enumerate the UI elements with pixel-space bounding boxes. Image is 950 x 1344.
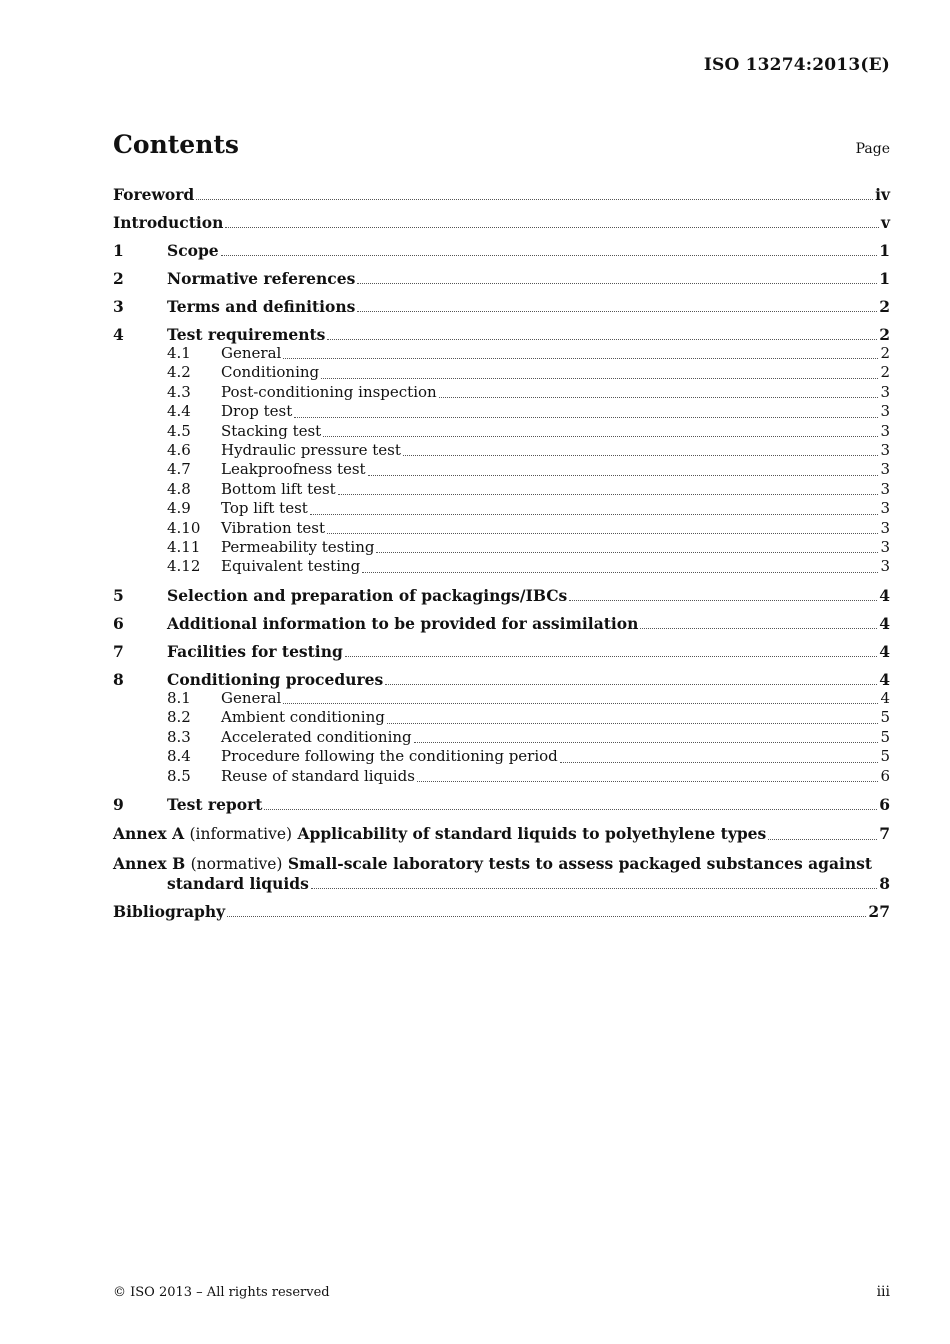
- toc-entry-title: Facilities for testing: [167, 641, 343, 661]
- toc-entry-title: Bottom lift test: [221, 479, 336, 498]
- annex-a-title: Applicability of standard liquids to polyethylene types: [297, 823, 767, 843]
- toc-entry-page: v: [880, 213, 890, 232]
- toc-entry-title: Additional information to be provided for assimilation: [167, 613, 639, 633]
- toc-entry-page: 5: [880, 747, 890, 766]
- leader-dots: [227, 915, 866, 917]
- toc-entry-title: Hydraulic pressure test: [221, 441, 401, 460]
- toc-entry-title: Drop test: [221, 402, 293, 421]
- leader-dots: [439, 396, 879, 398]
- toc-entry-number: 9: [113, 794, 124, 814]
- toc-entry[interactable]: [113, 480, 890, 499]
- toc-entry[interactable]: [113, 422, 890, 441]
- toc-entry-page: 3: [880, 557, 890, 576]
- toc-entry[interactable]: [113, 499, 890, 518]
- toc-entry-page: 5: [880, 708, 890, 727]
- leader-dots: [385, 683, 877, 685]
- toc-entry-title: Terms and definitions: [167, 297, 356, 316]
- toc-entry[interactable]: [113, 587, 890, 605]
- toc-entry-number: 4.8: [167, 479, 191, 498]
- toc-entry-number: 2: [113, 269, 124, 288]
- toc-entry-page: 1: [879, 241, 890, 260]
- toc-entry[interactable]: [113, 242, 890, 260]
- toc-entry-page: 4: [879, 641, 890, 661]
- toc-entry-title: Vibration test: [221, 518, 325, 537]
- toc-entry-number: 3: [113, 297, 124, 316]
- toc-entry-number: 4.9: [167, 499, 191, 518]
- leader-dots: [357, 282, 877, 284]
- leader-dots: [225, 226, 879, 228]
- toc-entry[interactable]: [113, 689, 890, 708]
- toc-entry-title: Reuse of standard liquids: [221, 766, 415, 785]
- toc-entry-title: Permeability testing: [221, 538, 375, 557]
- toc-entry-title: General: [221, 688, 282, 707]
- toc-entry-number: 6: [113, 613, 124, 633]
- toc-entry-page: 3: [880, 479, 890, 498]
- toc-entry-title: Procedure following the conditioning period: [221, 747, 558, 766]
- toc-entry-title: Normative references: [167, 269, 356, 288]
- annex-b-kind: (normative): [190, 854, 283, 873]
- leader-dots: [569, 599, 877, 601]
- toc-entry-number: 8: [113, 669, 124, 689]
- toc-entry[interactable]: [113, 186, 890, 204]
- toc-entry[interactable]: [113, 708, 890, 727]
- toc-entry-title: Leakproofness test: [221, 460, 366, 479]
- toc-entry-page: 6: [879, 794, 890, 814]
- leader-dots: [345, 655, 877, 657]
- page-column-label: Page: [855, 141, 890, 157]
- toc-entry[interactable]: [113, 214, 890, 232]
- toc-entry-number: 8.4: [167, 747, 191, 766]
- leader-dots: [264, 808, 877, 810]
- toc-entry-number: 4.5: [167, 421, 191, 440]
- leader-dots: [321, 377, 878, 379]
- toc-entry-title: Test requirements: [167, 325, 326, 344]
- toc-entry-number: 4.6: [167, 441, 191, 460]
- leader-dots: [403, 454, 879, 456]
- toc-entries: [113, 186, 890, 814]
- toc-entry[interactable]: [113, 671, 890, 689]
- leader-dots: [311, 887, 877, 889]
- toc-entry[interactable]: [113, 344, 890, 363]
- leader-dots: [310, 513, 879, 515]
- contents-header: [113, 130, 890, 159]
- toc-entry[interactable]: [113, 383, 890, 402]
- toc-entry[interactable]: [113, 441, 890, 460]
- toc-entry-number: 5: [113, 585, 124, 605]
- toc-entry-page: 4: [880, 688, 890, 707]
- leader-dots: [417, 780, 879, 782]
- toc-entry-title: Foreword: [113, 185, 195, 204]
- toc-entry-number: 4.1: [167, 344, 191, 362]
- toc-entry-page: 2: [879, 325, 890, 344]
- toc-entry-page: 1: [879, 269, 890, 288]
- toc-entry-page: 4: [879, 613, 890, 633]
- toc-entry-page: 3: [880, 421, 890, 440]
- toc-entry-number: 8.3: [167, 727, 191, 746]
- leader-dots: [283, 357, 878, 359]
- bibliography-title: Bibliography: [113, 901, 226, 921]
- annex-a-label: Annex A: [113, 823, 185, 843]
- toc-entry-number: 1: [113, 241, 124, 260]
- toc-entry-page: 2: [880, 344, 890, 362]
- toc-entry-title: Introduction: [113, 213, 224, 232]
- toc-entry-number: 4.12: [167, 557, 201, 576]
- toc-entry-bibliography[interactable]: [113, 903, 890, 921]
- toc-entry-page: 6: [880, 766, 890, 785]
- toc-entry-title: Scope: [167, 241, 219, 260]
- toc-entry[interactable]: [113, 796, 890, 814]
- leader-dots: [376, 551, 878, 553]
- toc-entry-number: 7: [113, 641, 124, 661]
- toc-entry[interactable]: [113, 402, 890, 421]
- toc-entry[interactable]: [113, 298, 890, 316]
- toc-entry-title: General: [221, 344, 282, 362]
- page-number: iii: [876, 1284, 890, 1300]
- leader-dots: [221, 254, 878, 256]
- leader-dots: [294, 416, 878, 418]
- toc-entry[interactable]: [113, 643, 890, 661]
- toc-entry-title: Ambient conditioning: [221, 708, 385, 727]
- leader-dots: [368, 474, 879, 476]
- toc-entry-title: Stacking test: [221, 421, 322, 440]
- leader-dots: [283, 702, 878, 704]
- toc-entry-title: Accelerated conditioning: [221, 727, 412, 746]
- toc-entry-page: iv: [875, 185, 890, 204]
- annex-b-label: Annex B: [113, 853, 186, 873]
- toc-entry-number: 4: [113, 325, 124, 344]
- annex-b-title-line1: Small-scale laboratory tests to assess packaged substances against: [287, 853, 873, 873]
- toc-entry-number: 4.3: [167, 382, 191, 401]
- toc-entry[interactable]: [113, 363, 890, 382]
- toc-entry-title: Conditioning procedures: [167, 669, 384, 689]
- annex-b-page: 8: [879, 873, 890, 893]
- toc-entry[interactable]: [113, 767, 890, 786]
- toc-entry-number: 8.1: [167, 688, 191, 707]
- toc-entry-page: 4: [879, 585, 890, 605]
- toc-entry-page: 5: [880, 727, 890, 746]
- toc-entry-number: 8.5: [167, 766, 191, 785]
- leader-dots: [338, 493, 879, 495]
- toc-entry-title: Post-conditioning inspection: [221, 382, 437, 401]
- annex-a-page: 7: [879, 823, 890, 843]
- annex-b-title-line2: standard liquids: [167, 873, 309, 893]
- toc-entry-page: 2: [880, 363, 890, 382]
- toc-entry[interactable]: [113, 270, 890, 288]
- leader-dots: [560, 761, 879, 763]
- toc-entry[interactable]: [113, 519, 890, 538]
- toc-entry-title: Test report: [167, 794, 263, 814]
- toc-entry-annex-a[interactable]: [113, 824, 890, 844]
- toc-entry-number: 4.10: [167, 518, 201, 537]
- toc-entry-number: 4.2: [167, 363, 191, 382]
- toc-entry-number: 4.7: [167, 460, 191, 479]
- toc-entry[interactable]: [113, 747, 890, 766]
- toc-entry-page: 3: [880, 402, 890, 421]
- toc-entry-page: 3: [880, 460, 890, 479]
- toc-entry-annex-b[interactable]: [113, 854, 890, 893]
- toc-entry[interactable]: [113, 326, 890, 344]
- toc-entry-page: 4: [879, 669, 890, 689]
- toc-entry[interactable]: [113, 538, 890, 557]
- toc-entry-page: 3: [880, 538, 890, 557]
- leader-dots: [196, 198, 873, 200]
- toc-entry-page: 3: [880, 499, 890, 518]
- toc-entry-title: Top lift test: [221, 499, 308, 518]
- toc-entry-number: 4.11: [167, 538, 201, 557]
- toc-entry[interactable]: [113, 728, 890, 747]
- toc-entry-title: Selection and preparation of packagings/IBCs: [167, 585, 568, 605]
- annex-a-kind: (informative): [189, 824, 293, 843]
- toc-entry-number: 8.2: [167, 708, 191, 727]
- leader-dots: [768, 838, 877, 840]
- bibliography-page: 27: [868, 901, 890, 921]
- leader-dots: [323, 435, 878, 437]
- toc-entry-page: 3: [880, 382, 890, 401]
- toc-entry-number: 4.4: [167, 402, 191, 421]
- toc-entry-page: 3: [880, 441, 890, 460]
- toc-entry[interactable]: [113, 615, 890, 633]
- leader-dots: [640, 627, 877, 629]
- copyright-notice: © ISO 2013 – All rights reserved: [113, 1285, 330, 1300]
- leader-dots: [387, 722, 879, 724]
- leader-dots: [414, 741, 879, 743]
- leader-dots: [357, 310, 877, 312]
- toc-entry-page: 3: [880, 518, 890, 537]
- leader-dots: [327, 338, 877, 340]
- toc-entry-page: 2: [879, 297, 890, 316]
- toc-entry[interactable]: [113, 557, 890, 576]
- table-of-contents: [113, 186, 890, 921]
- leader-dots: [362, 571, 878, 573]
- leader-dots: [327, 532, 878, 534]
- toc-entry-title: Conditioning: [221, 363, 320, 382]
- toc-entry-title: Equivalent testing: [221, 557, 361, 576]
- toc-entry[interactable]: [113, 460, 890, 479]
- contents-title: Contents: [113, 130, 240, 159]
- document-id: ISO 13274:2013(E): [703, 55, 890, 75]
